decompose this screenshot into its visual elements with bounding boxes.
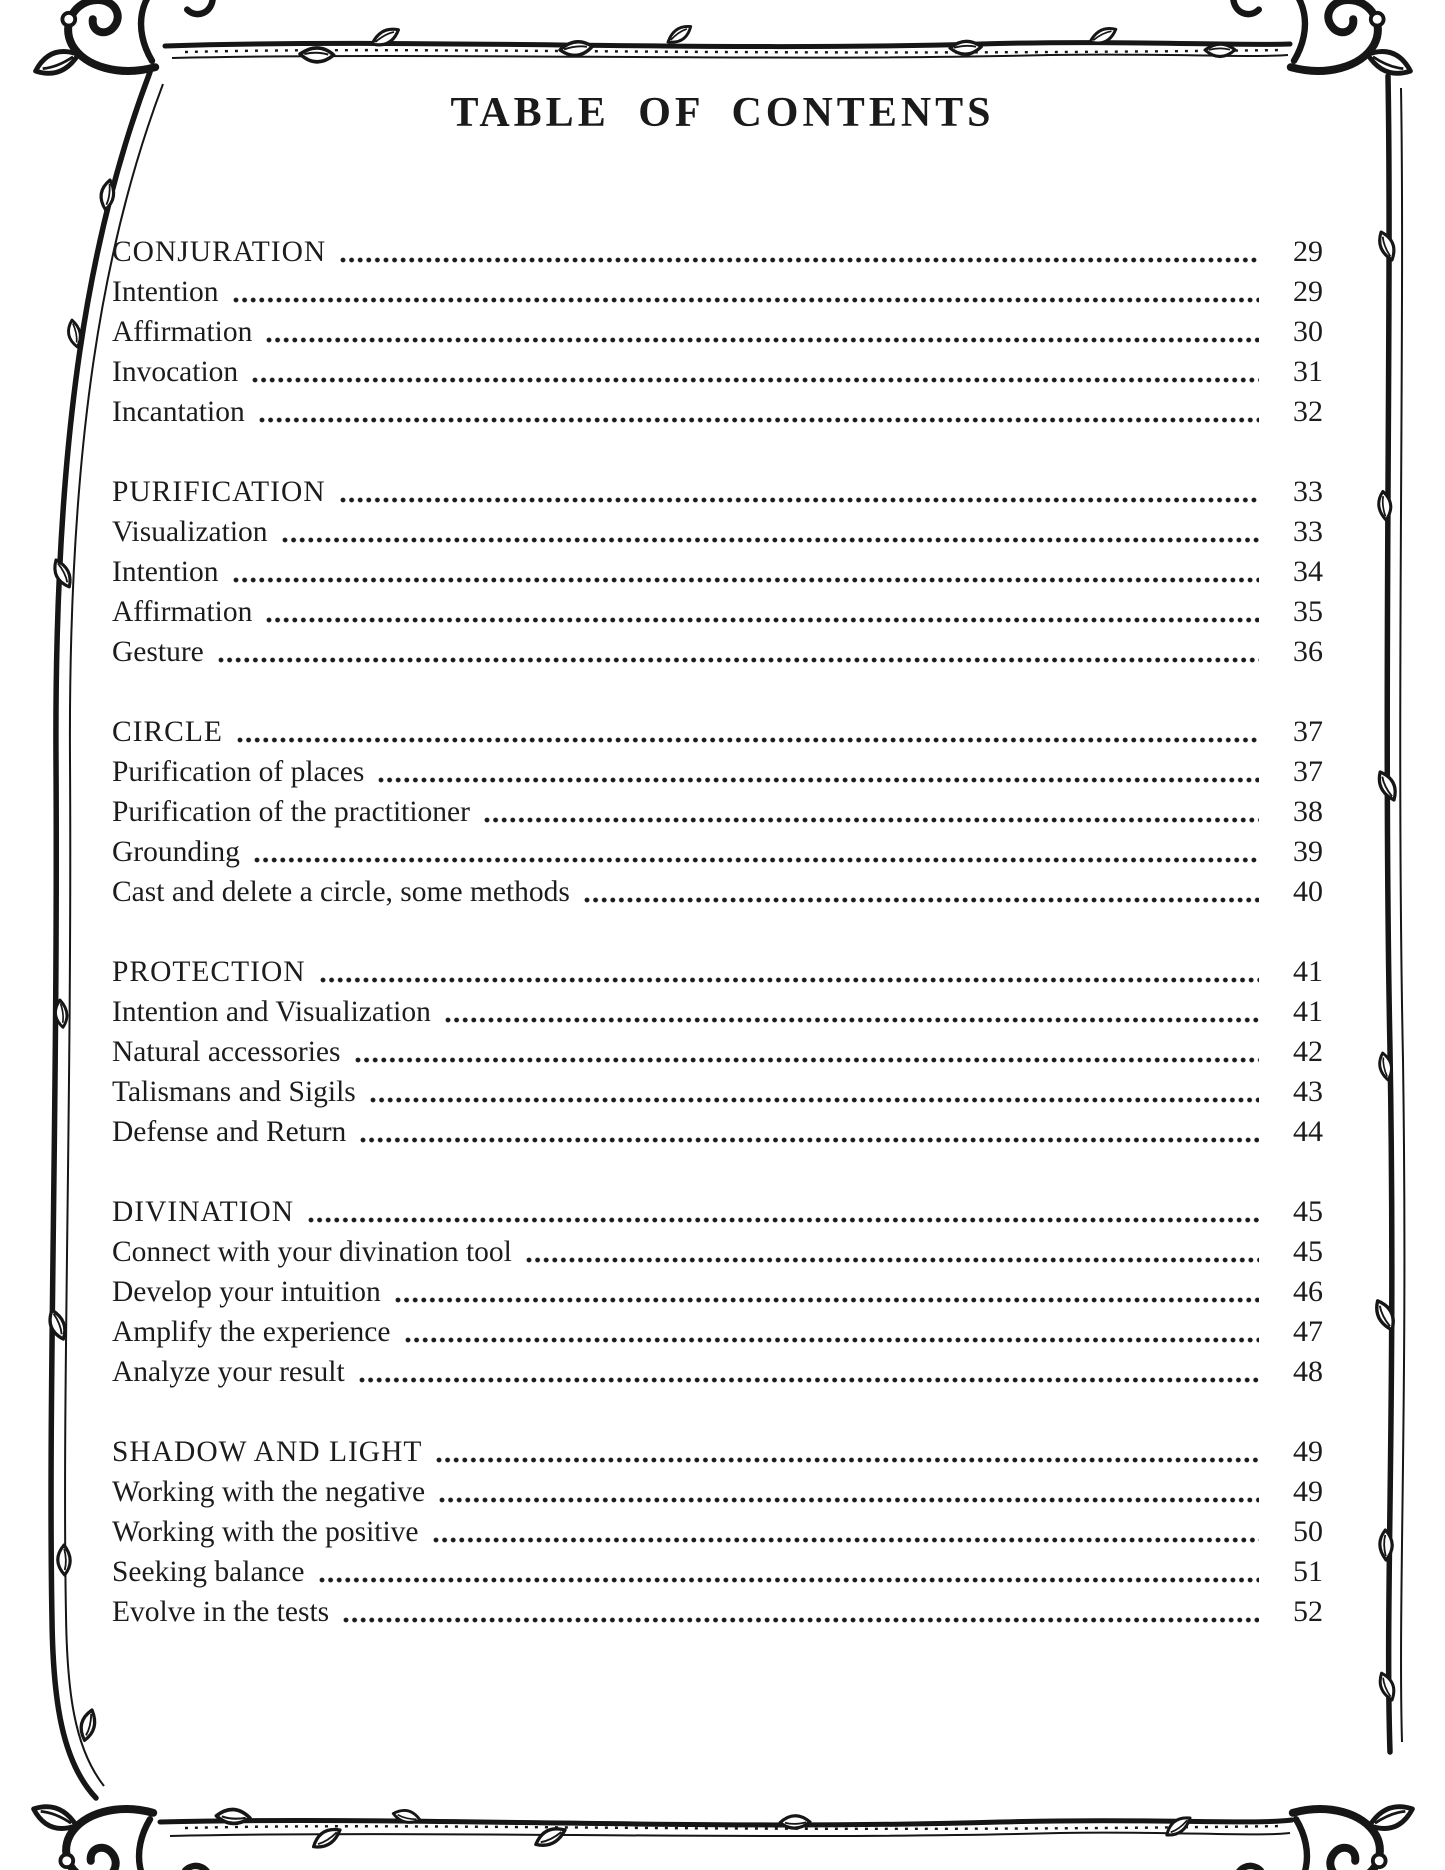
page-title: TABLE OF CONTENTS: [450, 90, 995, 136]
dotted-leader: [483, 816, 1259, 824]
toc-entry-page: 47: [1293, 1315, 1323, 1348]
dotted-leader: [236, 736, 1259, 744]
dotted-leader: [435, 1456, 1259, 1464]
toc-entry-page: 45: [1293, 1195, 1323, 1228]
toc-entry-page: 34: [1293, 555, 1323, 588]
toc-entry-label: Working with the negative: [112, 1476, 426, 1508]
toc-entry-page: 35: [1293, 595, 1323, 628]
dotted-leader: [339, 256, 1259, 264]
toc-entry-page: 41: [1293, 955, 1323, 988]
toc-entry-label: Develop your intuition: [112, 1276, 381, 1308]
toc-entry-label: SHADOW AND LIGHT: [112, 1436, 423, 1468]
dotted-leader: [432, 1536, 1259, 1544]
dotted-leader: [251, 376, 1259, 384]
toc-entry-label: Analyze your result: [112, 1356, 345, 1388]
toc-entry-label: Purification of the practitioner: [112, 796, 470, 828]
toc-entry-label: Amplify the experience: [112, 1316, 391, 1348]
toc-entry-label: Intention: [112, 276, 219, 308]
toc-entry-page: 31: [1293, 355, 1323, 388]
toc-entry-page: 46: [1293, 1275, 1323, 1308]
toc-entry[interactable]: [112, 1232, 1323, 1272]
toc-chapter-entry[interactable]: [112, 232, 1323, 272]
toc-entry[interactable]: [112, 632, 1323, 672]
toc-entry[interactable]: [112, 1512, 1323, 1552]
toc-entry-page: 51: [1293, 1555, 1323, 1588]
toc-entry[interactable]: [112, 752, 1323, 792]
dotted-leader: [258, 416, 1259, 424]
toc-entry-page: 52: [1293, 1595, 1323, 1628]
toc-entry-label: Cast and delete a circle, some methods: [112, 876, 570, 908]
toc-section: [112, 712, 1323, 912]
toc-entry[interactable]: [112, 992, 1323, 1032]
toc-section: [112, 232, 1323, 432]
toc-entry-page: 50: [1293, 1515, 1323, 1548]
toc-entry[interactable]: [112, 1352, 1323, 1392]
toc-entry[interactable]: [112, 1072, 1323, 1112]
toc-entry-page: 38: [1293, 795, 1323, 828]
toc-chapter-entry[interactable]: [112, 1192, 1323, 1232]
toc-entry-page: 40: [1293, 875, 1323, 908]
toc-entry-label: CONJURATION: [112, 236, 327, 268]
toc-entry[interactable]: [112, 592, 1323, 632]
toc-entry[interactable]: [112, 1312, 1323, 1352]
toc-entry-label: DIVINATION: [112, 1196, 295, 1228]
toc-entry-label: Intention and Visualization: [112, 996, 431, 1028]
dotted-leader: [342, 1616, 1259, 1624]
dotted-leader: [265, 616, 1259, 624]
toc-entry-page: 42: [1293, 1035, 1323, 1068]
toc-entry[interactable]: [112, 272, 1323, 312]
toc-entry-label: Incantation: [112, 396, 245, 428]
toc-entry-page: 30: [1293, 315, 1323, 348]
toc-entry[interactable]: [112, 1032, 1323, 1072]
toc-section: [112, 1192, 1323, 1392]
dotted-leader: [354, 1056, 1259, 1064]
toc-chapter-entry[interactable]: [112, 952, 1323, 992]
toc-entry-page: 45: [1293, 1235, 1323, 1268]
toc-entry[interactable]: [112, 1112, 1323, 1152]
toc-entry-page: 41: [1293, 995, 1323, 1028]
toc-entry-label: Grounding: [112, 836, 240, 868]
toc-entry-label: Purification of places: [112, 756, 365, 788]
toc-entry[interactable]: [112, 512, 1323, 552]
toc-entry-page: 37: [1293, 755, 1323, 788]
toc-entry-page: 37: [1293, 715, 1323, 748]
dotted-leader: [404, 1336, 1260, 1344]
toc-entry-page: 44: [1293, 1115, 1323, 1148]
toc-entry[interactable]: [112, 552, 1323, 592]
toc-entry[interactable]: [112, 312, 1323, 352]
dotted-leader: [281, 536, 1259, 544]
toc-chapter-entry[interactable]: [112, 472, 1323, 512]
dotted-leader: [438, 1496, 1259, 1504]
dotted-leader: [358, 1376, 1259, 1384]
toc-entry-label: Seeking balance: [112, 1556, 305, 1588]
table-of-contents: [112, 232, 1323, 1632]
dotted-leader: [253, 856, 1259, 864]
dotted-leader: [339, 496, 1259, 504]
dotted-leader: [307, 1216, 1259, 1224]
toc-entry-label: Talismans and Sigils: [112, 1076, 356, 1108]
toc-entry[interactable]: [112, 792, 1323, 832]
dotted-leader: [265, 336, 1259, 344]
dotted-leader: [232, 296, 1259, 304]
dotted-leader: [359, 1136, 1259, 1144]
toc-entry-label: Natural accessories: [112, 1036, 341, 1068]
toc-entry-label: Intention: [112, 556, 219, 588]
dotted-leader: [217, 656, 1259, 664]
toc-entry-label: Gesture: [112, 636, 204, 668]
dotted-leader: [525, 1256, 1259, 1264]
toc-entry-page: 36: [1293, 635, 1323, 668]
toc-entry-label: Affirmation: [112, 596, 253, 628]
toc-entry[interactable]: [112, 1552, 1323, 1592]
toc-entry-label: Connect with your divination tool: [112, 1236, 512, 1268]
toc-entry-page: 49: [1293, 1475, 1323, 1508]
toc-chapter-entry[interactable]: [112, 712, 1323, 752]
toc-entry-page: 33: [1293, 515, 1323, 548]
toc-entry-page: 48: [1293, 1355, 1323, 1388]
dotted-leader: [232, 576, 1259, 584]
toc-entry-label: Working with the positive: [112, 1516, 419, 1548]
toc-entry-label: PURIFICATION: [112, 476, 326, 508]
dotted-leader: [319, 976, 1259, 984]
toc-entry-label: Visualization: [112, 516, 268, 548]
toc-entry-label: CIRCLE: [112, 716, 223, 748]
toc-entry[interactable]: [112, 872, 1323, 912]
toc-entry-label: Affirmation: [112, 316, 253, 348]
toc-entry-label: PROTECTION: [112, 956, 306, 988]
dotted-leader: [444, 1016, 1259, 1024]
dotted-leader: [394, 1296, 1259, 1304]
toc-entry[interactable]: [112, 352, 1323, 392]
dotted-leader: [318, 1576, 1260, 1584]
toc-section: [112, 472, 1323, 672]
toc-entry[interactable]: [112, 832, 1323, 872]
toc-section: [112, 1432, 1323, 1632]
toc-chapter-entry[interactable]: [112, 1432, 1323, 1472]
toc-entry[interactable]: [112, 1472, 1323, 1512]
toc-entry-page: 29: [1293, 235, 1323, 268]
toc-entry[interactable]: [112, 392, 1323, 432]
toc-entry-page: 43: [1293, 1075, 1323, 1108]
toc-entry-page: 33: [1293, 475, 1323, 508]
toc-entry-label: Invocation: [112, 356, 239, 388]
toc-entry-label: Defense and Return: [112, 1116, 347, 1148]
toc-entry-label: Evolve in the tests: [112, 1596, 330, 1628]
toc-entry-page: 39: [1293, 835, 1323, 868]
toc-entry-page: 49: [1293, 1435, 1323, 1468]
dotted-leader: [583, 896, 1259, 904]
toc-section: [112, 952, 1323, 1152]
dotted-leader: [369, 1096, 1259, 1104]
dotted-leader: [377, 776, 1259, 784]
toc-entry[interactable]: [112, 1592, 1323, 1632]
toc-entry-page: 32: [1293, 395, 1323, 428]
toc-entry[interactable]: [112, 1272, 1323, 1312]
toc-entry-page: 29: [1293, 275, 1323, 308]
